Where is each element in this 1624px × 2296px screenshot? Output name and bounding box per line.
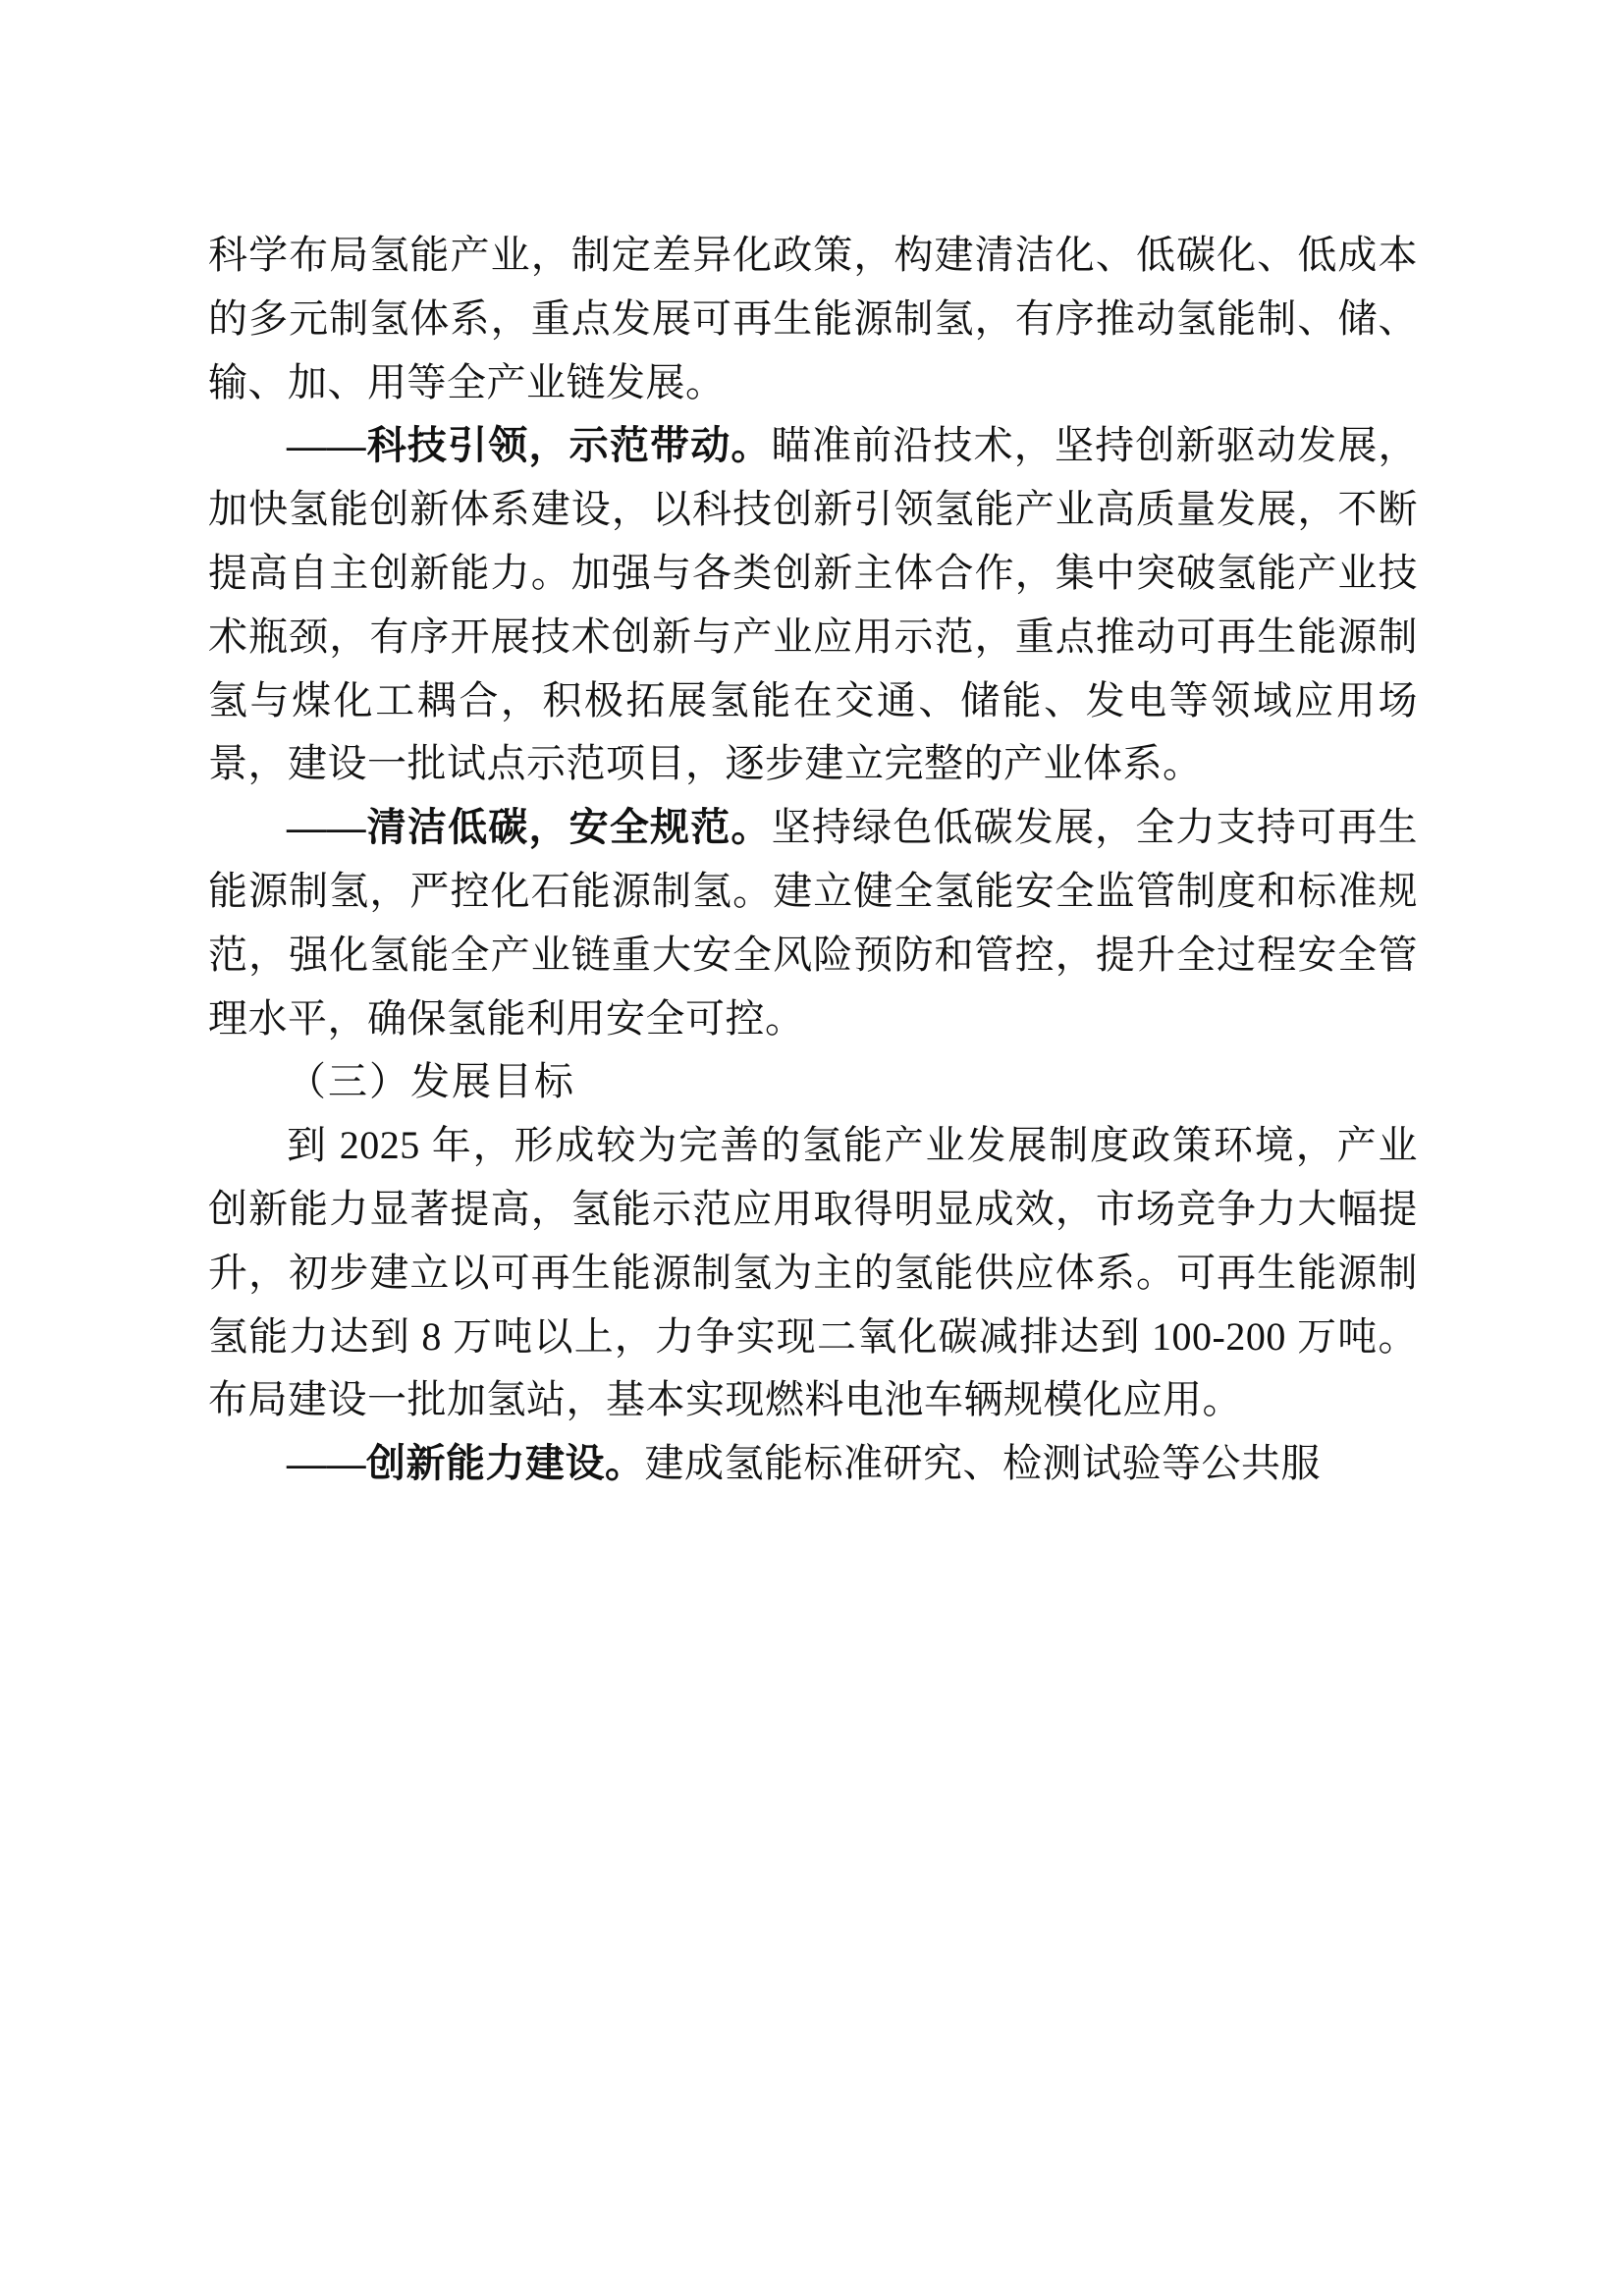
section-heading-development-goals: （三）发展目标	[287, 1059, 575, 1105]
document-body	[208, 224, 1418, 1496]
paragraph-lead-tech: ——科技引领，示范带动。	[287, 423, 772, 468]
paragraph-innovation-capacity	[208, 1432, 1418, 1496]
paragraph-tech-leadership	[208, 414, 1418, 796]
paragraph-lead-innovation: ——创新能力建设。	[287, 1441, 645, 1486]
paragraph-text-innovation: 建成氢能标准研究、检测试验等公共服	[644, 1441, 1321, 1486]
paragraph-clean-lowcarbon	[208, 796, 1418, 1050]
paragraph-policy-layout: 科学布局氢能产业，制定差异化政策，构建清洁化、低碳化、低成本的多元制氢体系，重点发展可再生能源制氢，有序推动氢能制、储、输、加、用等全产业链发展。	[208, 233, 1418, 404]
paragraph-lead-clean: ——清洁低碳，安全规范。	[287, 805, 772, 850]
paragraph-text-tech: 瞄准前沿技术，坚持创新驱动发展，加快氢能创新体系建设，以科技创新引领氢能产业高质量发展，不断提高自主创新能力。加强与各类创新主体合作，集中突破氢能产业技术瓶颈，有序开展技术创新与产业应用示范，重点推动可再生能源制氢与煤化工耦合，积极拓展氢能在交通、储能、发电等领域应用场景，建设一批试点示范项目，逐步建立完整的产业体系。	[208, 423, 1419, 786]
paragraph-goals-2025: 到 2025 年，形成较为完善的氢能产业发展制度政策环境，产业创新能力显著提高，氢能示范应用取得明显成效，市场竞争力大幅提升，初步建立以可再生能源制氢为主的氢能供应体系。可再生能源制氢能力达到 8 万吨以上，力争实现二氧化碳减排达到 100-200 万吨。布局建设一批加氢站，基本实现燃料电池车辆规模化应用。	[208, 1123, 1418, 1422]
paragraph-text-clean: 坚持绿色低碳发展，全力支持可再生能源制氢，严控化石能源制氢。建立健全氢能安全监管制度和标准规范，强化氢能全产业链重大安全风险预防和管控，提升全过程安全管理水平，确保氢能利用安全可控。	[208, 805, 1419, 1041]
